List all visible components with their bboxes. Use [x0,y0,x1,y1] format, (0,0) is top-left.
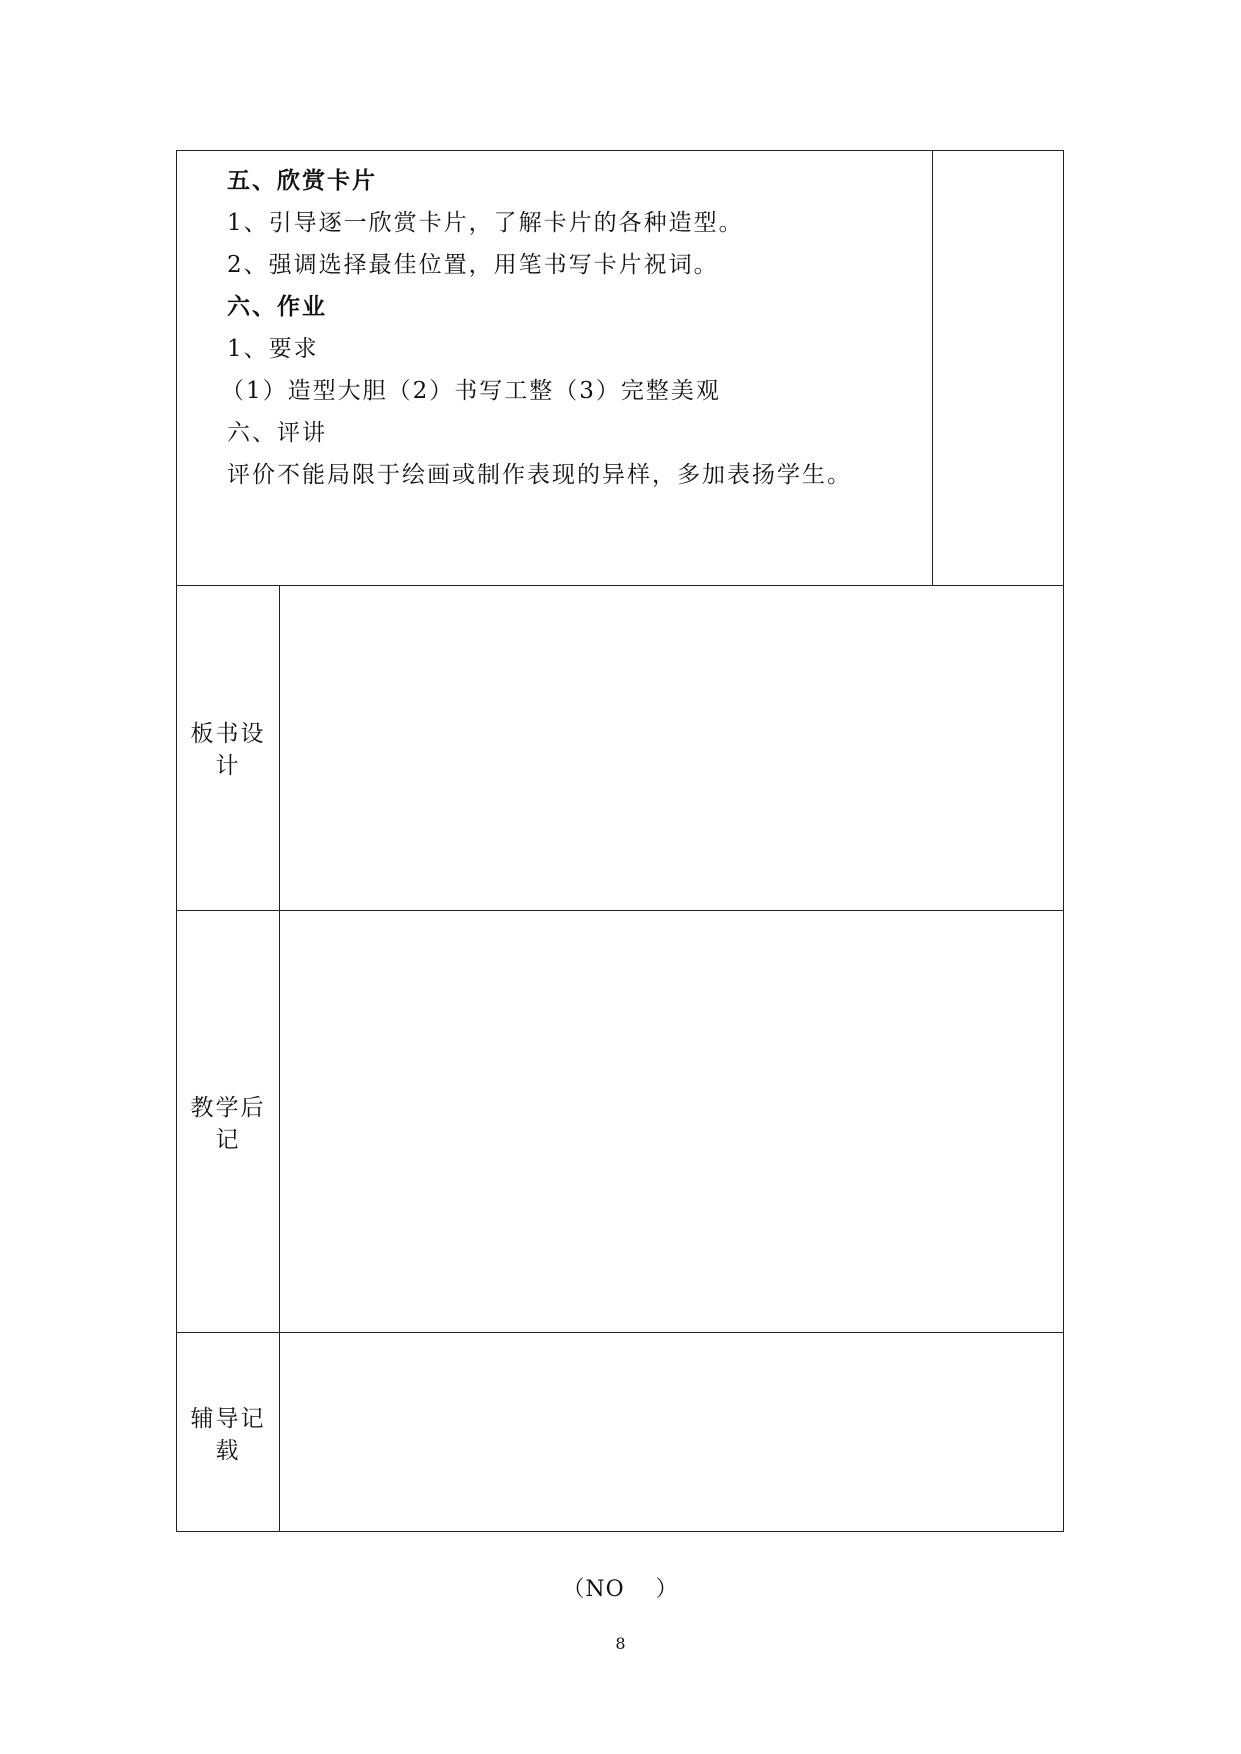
table-border-top [176,150,1064,151]
document-number-label: （NO ） [562,1577,679,1602]
table-border-right [1063,150,1064,1532]
page-number: 8 [615,1634,626,1653]
lesson-line: 五、欣赏卡片 [227,167,377,194]
lesson-line: 1、引导逐一欣赏卡片，了解卡片的各种造型。 [227,210,744,236]
row-divider-1 [176,585,1064,586]
lesson-line: 评价不能局限于绘画或制作表现的异样，多加表扬学生。 [227,462,852,488]
tutoring-record-label: 辅导记 载 [190,1406,266,1464]
lesson-line: 六、评讲 [227,420,327,446]
row-divider-3 [176,1332,1064,1333]
margin-column-divider [932,150,933,586]
table-border-bottom [176,1531,1064,1532]
table-border-left [176,150,177,1532]
lesson-content [221,160,927,496]
lesson-line: （1）造型大胆（2）书写工整（3）完整美观 [221,378,721,404]
row-divider-2 [176,910,1064,911]
lesson-line: 1、要求 [227,336,319,362]
lesson-line: 六、作业 [227,293,327,320]
board-design-label: 板书设 计 [190,721,266,779]
teaching-reflection-label: 教学后 记 [190,1095,266,1153]
lesson-line: 2、强调选择最佳位置，用笔书写卡片祝词。 [227,252,719,278]
